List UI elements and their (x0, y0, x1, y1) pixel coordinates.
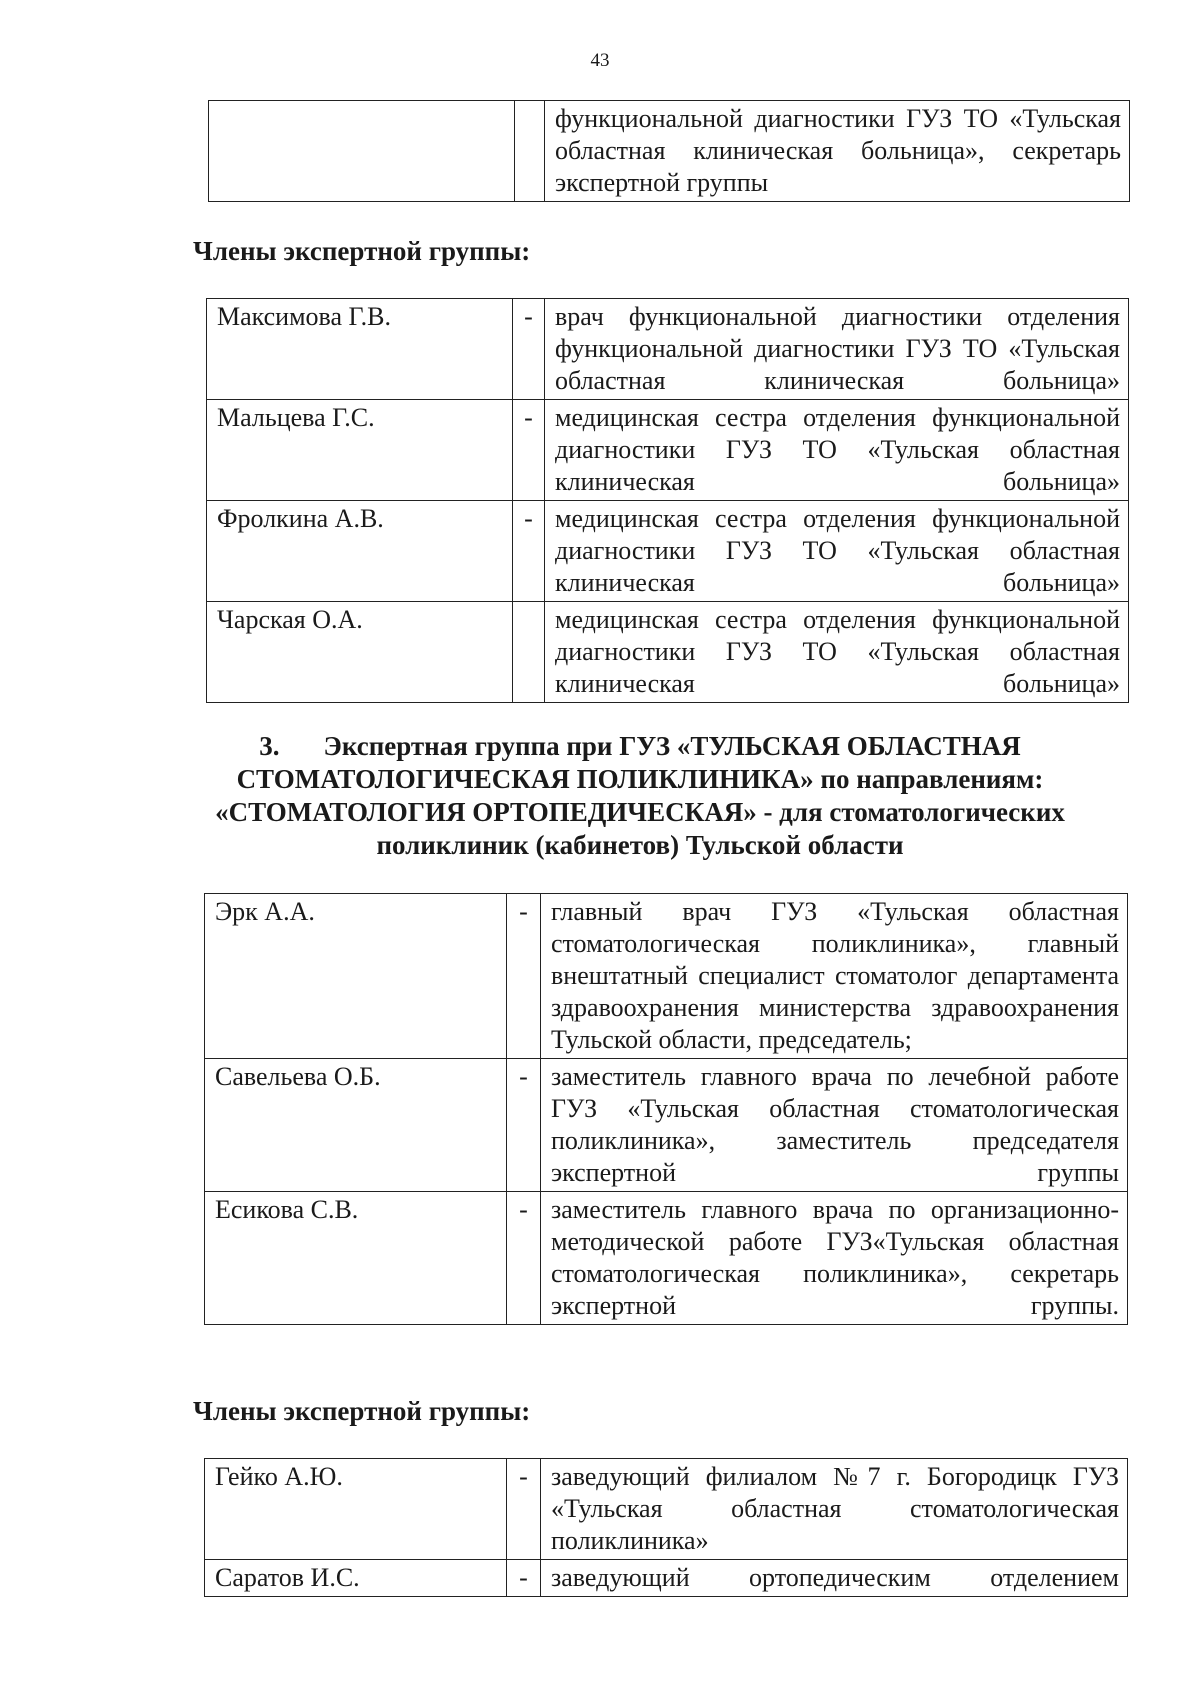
table-row (207, 501, 1129, 602)
leaders-table (204, 893, 1128, 1325)
top-table (208, 100, 1130, 202)
table-row (205, 1192, 1128, 1325)
description-cell: заведующий филиалом №7 г. Богородицк ГУЗ «Тульская областная стоматологическая поликлиника» (541, 1459, 1128, 1560)
description-cell: заместитель главного врача по организационно-методической работе ГУЗ«Тульская областная стоматологическая поликлиника», секретарь экспертной группы. (541, 1192, 1128, 1325)
table-row (205, 1560, 1128, 1597)
name-cell: Мальцева Г.С. (207, 400, 513, 501)
description-cell: медицинская сестра отделения функциональной диагностики ГУЗ ТО «Тульская областная клиническая больница» (545, 602, 1129, 703)
table-row (205, 1459, 1128, 1560)
section-heading-text: Экспертная группа при ГУЗ «ТУЛЬСКАЯ ОБЛАСТНАЯ (323, 731, 1021, 761)
description-cell: функциональной диагностики ГУЗ ТО «Тульская областная клиническая больница», секретарь экспертной группы (545, 101, 1130, 202)
name-cell: Саратов И.С. (205, 1560, 507, 1597)
members-heading: Члены экспертной группы: (193, 1396, 531, 1426)
members-table-1 (206, 298, 1129, 703)
table-row (205, 1059, 1128, 1192)
description-cell: главный врач ГУЗ «Тульская областная стоматологическая поликлиника», главный внештатный специалист стоматолог департамента здравоохранения министерства здравоохранения Тульской области, председатель; (541, 894, 1128, 1059)
dash-cell: - (507, 1192, 541, 1325)
description-cell: врач функциональной диагностики отделения функциональной диагностики ГУЗ ТО «Тульская областная клиническая больница» (545, 299, 1129, 400)
members-heading: Члены экспертной группы: (193, 236, 531, 266)
dash-cell: - (507, 1459, 541, 1560)
description-cell: заместитель главного врача по лечебной работе ГУЗ «Тульская областная стоматологическая поликлиника», заместитель председателя экспертной группы (541, 1059, 1128, 1192)
name-cell: Эрк А.А. (205, 894, 507, 1059)
dash-cell: - (513, 400, 545, 501)
name-cell: Савельева О.Б. (205, 1059, 507, 1192)
dash-cell: - (507, 1560, 541, 1597)
dash-cell (515, 101, 545, 202)
section-number: 3. (259, 731, 280, 761)
dash-cell: - (507, 894, 541, 1059)
name-cell: Максимова Г.В. (207, 299, 513, 400)
section-heading-line: СТОМАТОЛОГИЧЕСКАЯ ПОЛИКЛИНИКА» по направлениям: (236, 764, 1044, 794)
dash-cell (513, 602, 545, 703)
members-table-2 (204, 1458, 1128, 1597)
table-row (207, 400, 1129, 501)
name-cell (209, 101, 515, 202)
description-cell: медицинская сестра отделения функциональной диагностики ГУЗ ТО «Тульская областная клиническая больница» (545, 501, 1129, 602)
section-heading (180, 730, 1100, 862)
name-cell: Фролкина А.В. (207, 501, 513, 602)
name-cell: Чарская О.А. (207, 602, 513, 703)
section-heading-line: «СТОМАТОЛОГИЯ ОРТОПЕДИЧЕСКАЯ» - для стоматологических (215, 797, 1065, 827)
name-cell: Гейко А.Ю. (205, 1459, 507, 1560)
table-row (205, 894, 1128, 1059)
dash-cell: - (507, 1059, 541, 1192)
dash-cell: - (513, 501, 545, 602)
table-row (207, 299, 1129, 400)
section-heading-line: поликлиник (кабинетов) Тульской области (376, 830, 904, 860)
dash-cell: - (513, 299, 545, 400)
description-cell: медицинская сестра отделения функциональной диагностики ГУЗ ТО «Тульская областная клиническая больница» (545, 400, 1129, 501)
section-heading-line (180, 730, 1100, 763)
page-number: 43 (590, 50, 610, 71)
name-cell: Есикова С.В. (205, 1192, 507, 1325)
table-row (207, 602, 1129, 703)
description-cell: заведующий ортопедическим отделением (541, 1560, 1128, 1597)
table-row (209, 101, 1130, 202)
